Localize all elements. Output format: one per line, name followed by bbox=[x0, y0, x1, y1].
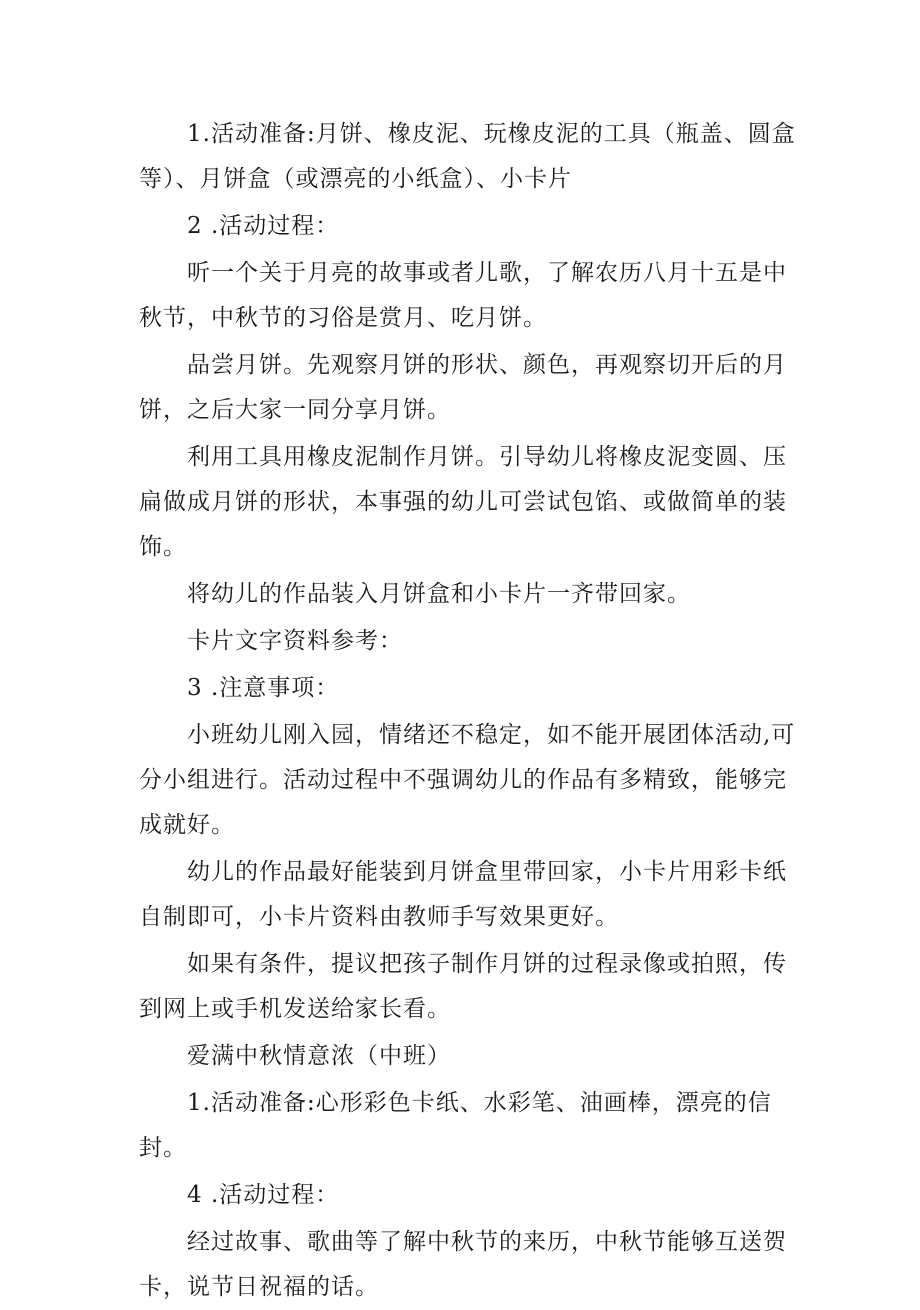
paragraph-make-mooncake: 利用工具用橡皮泥制作月饼。引导幼儿将橡皮泥变圆、压扁做成月饼的形状，本事强的幼儿可尝试包馅、或做简单的装饰。 bbox=[139, 444, 787, 560]
paragraph-activity-prep-2: 1.活动准备:心形彩色卡纸、水彩笔、油画棒，漂亮的信封。 bbox=[139, 1090, 772, 1161]
paragraph-card-reference: 卡片文字资料参考： bbox=[187, 628, 403, 654]
paragraph-story: 听一个关于月亮的故事或者儿歌，了解农历八月十五是中秋节，中秋节的习俗是赏月、吃月饼。 bbox=[139, 260, 787, 331]
paragraph-take-home: 将幼儿的作品装入月饼盒和小卡片一齐带回家。 bbox=[187, 581, 691, 607]
paragraph-taste-mooncake: 品尝月饼。先观察月饼的形状、颜色，再观察切开后的月饼，之后大家一同分享月饼。 bbox=[139, 352, 787, 423]
paragraph-record-video: 如果有条件，提议把孩子制作月饼的过程录像或拍照，传到网上或手机发送给家长看。 bbox=[139, 951, 787, 1022]
paragraph-festival-origin: 经过故事、歌曲等了解中秋节的来历，中秋节能够互送贺卡，说节日祝福的话。 bbox=[139, 1229, 787, 1300]
heading-activity-process: 2 .活动过程： bbox=[187, 213, 340, 239]
heading-notes: 3 .注意事项： bbox=[187, 675, 340, 701]
section-title-middle-class: 爱满中秋情意浓（中班） bbox=[187, 1043, 451, 1069]
paragraph-activity-prep: 1.活动准备:月饼、橡皮泥、玩橡皮泥的工具（瓶盖、圆盒等）、月饼盒（或漂亮的小纸盒）、小卡片 bbox=[139, 121, 796, 192]
document-body bbox=[139, 112, 799, 1310]
paragraph-small-class: 小班幼儿刚入园，情绪还不稳定，如不能开展团体活动,可分小组进行。活动过程中不强调幼儿的作品有多精致，能够完成就好。 bbox=[139, 722, 796, 838]
heading-activity-process-2: 4 .活动过程： bbox=[187, 1182, 340, 1208]
paragraph-works-home: 幼儿的作品最好能装到月饼盒里带回家，小卡片用彩卡纸自制即可，小卡片资料由教师手写效果更好。 bbox=[139, 859, 787, 930]
